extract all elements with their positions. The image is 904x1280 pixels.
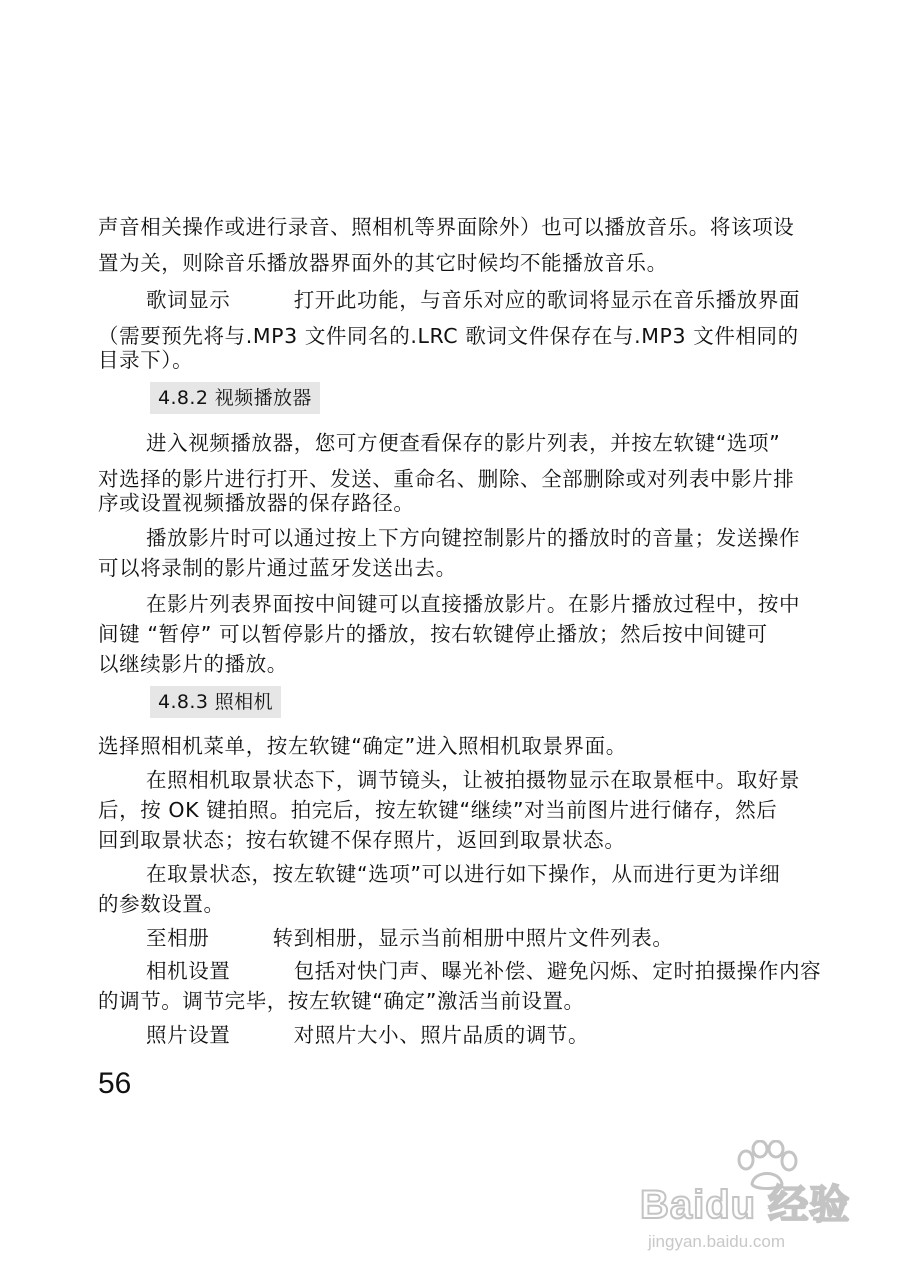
watermark-brand: Baidu 经验: [640, 1183, 851, 1227]
paragraph-line: 可以将录制的影片通过蓝牙发送出去。: [98, 556, 457, 580]
paragraph-line: 播放影片时可以通过按上下方向键控制影片的播放时的音量；发送操作: [146, 526, 801, 550]
watermark-url: jingyan.baidu.com: [648, 1232, 786, 1251]
paragraph-line: 声音相关操作或进行录音、照相机等界面除外）也可以播放音乐。将该项设: [98, 215, 795, 239]
paragraph-line: 在影片列表界面按中间键可以直接播放影片。在影片播放过程中，按中: [146, 592, 801, 616]
paragraph-line: 以继续影片的播放。: [98, 652, 288, 676]
paragraph-line: 置为关，则除音乐播放器界面外的其它时候均不能播放音乐。: [98, 251, 668, 275]
baidu-watermark: [640, 1140, 860, 1250]
paragraph-line-album: 至相册 转到相册，显示当前相册中照片文件列表。: [146, 926, 674, 950]
paragraph-line: 回到取景状态；按右软键不保存照片，返回到取景状态。: [98, 828, 626, 852]
paragraph-line: 在照相机取景状态下，调节镜头，让被拍摄物显示在取景框中。取好景: [146, 768, 801, 792]
paragraph-line-camera-settings: 相机设置 包括对快门声、曝光补偿、避免闪烁、定时拍摄操作内容: [146, 959, 822, 983]
paragraph-line: 进入视频播放器，您可方便查看保存的影片列表，并按左软键“选项”: [146, 431, 781, 455]
paragraph-line: 间键 “暂停” 可以暂停影片的播放，按右软键停止播放；然后按中间键可: [98, 622, 768, 646]
paragraph-line: 后，按 OK 键拍照。拍完后，按左软键“继续”对当前图片进行储存，然后: [98, 798, 778, 822]
paragraph-line: 对选择的影片进行打开、发送、重命名、删除、全部删除或对列表中影片排: [98, 467, 795, 491]
paragraph-line: 选择照相机菜单，按左软键“确定”进入照相机取景界面。: [98, 734, 627, 758]
section-heading-camera: 4.8.3 照相机: [150, 686, 281, 718]
paragraph-line-photo-settings: 照片设置 对照片大小、照片品质的调节。: [146, 1023, 590, 1047]
page-number: 56: [98, 1067, 132, 1100]
paragraph-line: （需要预先将与.MP3 文件同名的.LRC 歌词文件保存在与.MP3 文件相同的: [98, 324, 799, 348]
paragraph-line: 序或设置视频播放器的保存路径。: [98, 491, 415, 515]
paragraph-line: 目录下）。: [98, 348, 194, 372]
paragraph-line: 的调节。调节完毕，按左软键“确定”激活当前设置。: [98, 989, 585, 1013]
section-heading-video-player: 4.8.2 视频播放器: [150, 382, 320, 414]
paragraph-line: 的参数设置。: [98, 892, 225, 916]
paragraph-line-lyrics: 歌词显示 打开此功能，与音乐对应的歌词将显示在音乐播放界面: [146, 288, 801, 312]
paragraph-line: 在取景状态，按左软键“选项”可以进行如下操作，从而进行更为详细: [146, 862, 781, 886]
